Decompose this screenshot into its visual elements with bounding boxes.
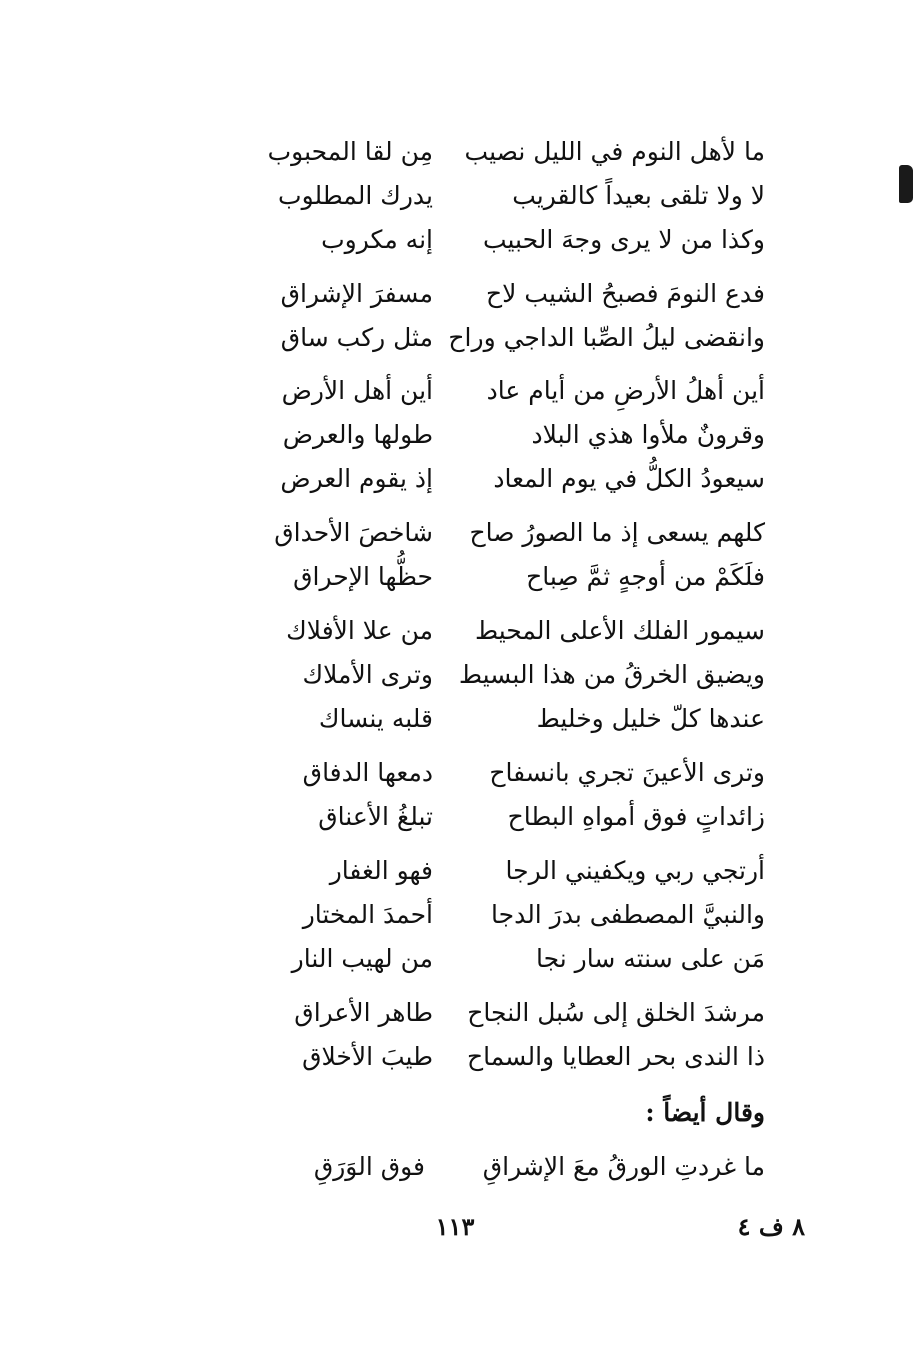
verse-second-hemistich: أين أهل الأرض bbox=[281, 376, 433, 405]
verse-line bbox=[282, 415, 765, 455]
verse-line bbox=[267, 132, 765, 172]
verse-first-hemistich: ويضيق الخرقُ من هذا البسيط bbox=[458, 660, 765, 689]
verse-line bbox=[290, 1037, 765, 1077]
verse-second-hemistich: دمعها الدفاق bbox=[302, 758, 433, 787]
verse-first-hemistich: وكذا من لا يرى وجهَ الحبيب bbox=[482, 225, 765, 254]
verse-second-hemistich: أحمدَ المختار bbox=[302, 900, 433, 929]
verse-second-hemistich: فهو الغفار bbox=[329, 856, 433, 885]
verse-second-hemistich: إنه مكروب bbox=[321, 225, 433, 254]
verse-second-hemistich: حظُّها الإحراق bbox=[293, 562, 433, 591]
verse-first-hemistich: ذا الندى بحر العطايا والسماح bbox=[466, 1042, 765, 1071]
verse-line bbox=[280, 459, 765, 499]
verse-first-hemistich: لا ولا تلقى بعيداً كالقريب bbox=[512, 181, 765, 210]
verse-line bbox=[290, 939, 765, 979]
verse-line bbox=[280, 274, 765, 314]
verse-line bbox=[280, 318, 765, 358]
verse-first-hemistich: كلهم يسعى إذ ما الصورُ صاح bbox=[469, 518, 765, 547]
verse-first-hemistich: ما غردتِ الورقُ معَ الإشراقِ bbox=[482, 1152, 765, 1181]
verse-first-hemistich: فلَكَمْ من أوجهٍ ثمَّ صِباح bbox=[526, 562, 765, 591]
verse-line bbox=[286, 611, 765, 651]
section-heading: وقال أيضاً : bbox=[645, 1098, 765, 1127]
verse-first-hemistich: وقرونٌ ملأوا هذي البلاد bbox=[531, 420, 765, 449]
verse-first-hemistich: سيمور الفلك الأعلى المحيط bbox=[475, 616, 765, 645]
verse-line bbox=[290, 699, 765, 739]
verse-first-hemistich: وانقضى ليلُ الصِّبا الداجي وراح bbox=[448, 323, 765, 352]
verse-line bbox=[290, 220, 765, 260]
verse-second-hemistich: مسفرَ الإشراق bbox=[280, 279, 433, 308]
signature-mark: ٨ ف ٤ bbox=[737, 1212, 805, 1241]
verse-first-hemistich: أرتجي ربي ويكفيني الرجا bbox=[505, 856, 765, 885]
verse-line bbox=[290, 895, 765, 935]
verse-line bbox=[290, 655, 765, 695]
page-edge-mark bbox=[899, 165, 913, 203]
verse-first-hemistich: سيعودُ الكلُّ في يوم المعاد bbox=[493, 464, 765, 493]
verse-second-hemistich: وترى الأملاك bbox=[302, 660, 433, 689]
verse-second-hemistich: طيبَ الأخلاق bbox=[302, 1042, 433, 1071]
verse-first-hemistich: مَن على سنته سار نجا bbox=[535, 944, 765, 973]
verse-line bbox=[290, 753, 765, 793]
page-number: ١١٣ bbox=[435, 1212, 475, 1241]
verse-line bbox=[281, 371, 765, 411]
verse-line bbox=[290, 557, 765, 597]
verse-first-hemistich: عندها كلّ خليل وخليط bbox=[536, 704, 765, 733]
verse-first-hemistich: مرشدَ الخلق إلى سُبل النجاح bbox=[467, 998, 765, 1027]
verse-second-hemistich: من علا الأفلاك bbox=[286, 616, 433, 645]
verse-second-hemistich: طاهر الأعراق bbox=[294, 998, 433, 1027]
verse-second-hemistich: تبلغُ الأعناق bbox=[318, 802, 433, 831]
verse-second-hemistich: شاخصَ الأحداق bbox=[274, 518, 433, 547]
verse-first-hemistich: أين أهلُ الأرضِ من أيام عاد bbox=[486, 376, 765, 405]
verse-second-hemistich: يدرك المطلوب bbox=[278, 181, 433, 210]
verse-line bbox=[290, 851, 765, 891]
verse-first-hemistich: فدع النومَ فصبحُ الشيب لاح bbox=[486, 279, 765, 308]
verse-second-hemistich: قلبه ينساك bbox=[318, 704, 433, 733]
verse-second-hemistich: إذ يقوم العرض bbox=[280, 464, 433, 493]
verse-first-hemistich: وترى الأعينَ تجري بانسفاح bbox=[489, 758, 765, 787]
verse-line bbox=[290, 993, 765, 1033]
verse-second-hemistich: طولها والعرض bbox=[282, 420, 433, 449]
verse-second-hemistich: فوق الوَرَقِ bbox=[313, 1152, 425, 1181]
verse-second-hemistich: مثل ركب ساق bbox=[280, 323, 433, 352]
verse-first-hemistich: ما لأهل النوم في الليل نصيب bbox=[464, 137, 765, 166]
verse-line bbox=[290, 797, 765, 837]
verse-second-hemistich: من لهيب النار bbox=[291, 944, 433, 973]
verse-line bbox=[278, 176, 765, 216]
verse-first-hemistich: زائداتٍ فوق أمواهِ البطاح bbox=[507, 802, 765, 831]
verse-second-hemistich: مِن لقا المحبوب bbox=[267, 137, 433, 166]
verse-first-hemistich: والنبيَّ المصطفى بدرَ الدجا bbox=[491, 900, 765, 929]
verse-line bbox=[274, 513, 765, 553]
